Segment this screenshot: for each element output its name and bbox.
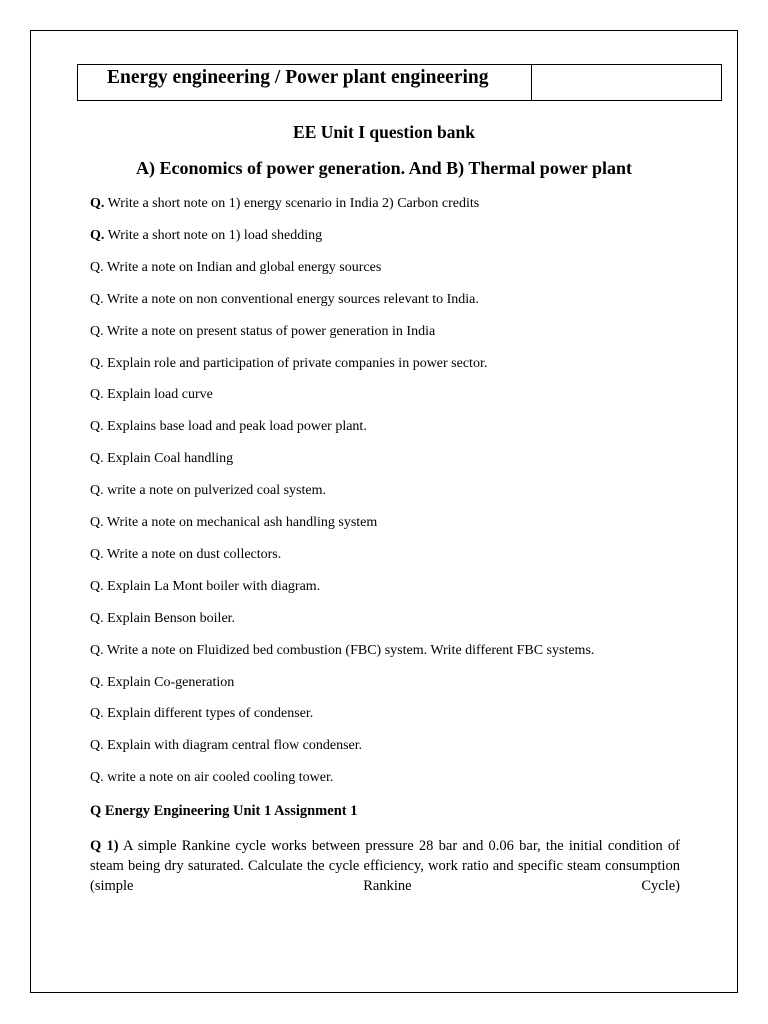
header-table xyxy=(77,64,722,101)
question-text: Write a note on present status of power generation in India xyxy=(103,324,436,339)
question-item xyxy=(90,483,326,499)
question-text: write a note on air cooled cooling tower. xyxy=(103,770,334,785)
question-prefix: Q. xyxy=(90,547,104,562)
question-item xyxy=(90,675,234,691)
question-text: Explain Benson boiler. xyxy=(103,611,236,626)
question-prefix: Q. xyxy=(90,356,104,371)
question-prefix: Q. xyxy=(90,451,104,466)
question-prefix: Q. xyxy=(90,260,104,275)
question-item xyxy=(90,770,333,786)
question-text: Explain La Mont boiler with diagram. xyxy=(103,579,321,594)
question-text: Explain Co-generation xyxy=(103,675,235,690)
question-item xyxy=(90,515,377,531)
question-prefix: Q. xyxy=(90,770,104,785)
question-prefix: Q. xyxy=(90,292,104,307)
problem-label: Q 1) xyxy=(90,838,119,854)
question-prefix: Q. xyxy=(90,324,104,339)
question-prefix: Q. xyxy=(90,483,104,498)
question-text: Write a note on non conventional energy sources relevant to India. xyxy=(103,292,479,307)
question-text: Write a note on mechanical ash handling system xyxy=(103,515,378,530)
question-text: write a note on pulverized coal system. xyxy=(103,483,326,498)
question-text: Write a short note on 1) energy scenario in India 2) Carbon credits xyxy=(104,196,480,211)
question-text: Write a note on dust collectors. xyxy=(103,547,282,562)
question-item xyxy=(90,643,594,659)
question-text: Write a short note on 1) load shedding xyxy=(104,228,323,243)
question-item xyxy=(90,706,313,722)
question-item xyxy=(90,196,479,212)
question-item xyxy=(90,738,362,754)
question-text: Explain with diagram central flow condenser. xyxy=(103,738,363,753)
header-empty-cell xyxy=(532,65,721,100)
question-prefix: Q. xyxy=(90,643,104,658)
question-prefix: Q. xyxy=(90,675,104,690)
question-item xyxy=(90,547,281,563)
question-prefix: Q. xyxy=(90,579,104,594)
assignment-heading: Q Energy Engineering Unit 1 Assignment 1 xyxy=(90,803,358,819)
question-text: Explain load curve xyxy=(103,387,213,402)
question-item xyxy=(90,419,367,435)
question-text: Write a note on Indian and global energy sources xyxy=(103,260,382,275)
assignment-problem xyxy=(90,836,680,896)
question-text: Explain different types of condenser. xyxy=(103,706,314,721)
document-subtitle: A) Economics of power generation. And B) Thermal power plant xyxy=(135,158,632,178)
question-prefix: Q. xyxy=(90,706,104,721)
question-prefix: Q. xyxy=(90,387,104,402)
question-text: Explains base load and peak load power plant. xyxy=(103,419,367,434)
document-title: EE Unit I question bank xyxy=(293,122,475,142)
question-prefix: Q. xyxy=(90,515,104,530)
question-item xyxy=(90,260,381,276)
question-item xyxy=(90,387,213,403)
question-item xyxy=(90,324,435,340)
question-item xyxy=(90,451,233,467)
question-prefix: Q. xyxy=(90,228,105,243)
question-prefix: Q. xyxy=(90,196,105,211)
question-item xyxy=(90,356,487,372)
question-item xyxy=(90,579,320,595)
question-item xyxy=(90,611,235,627)
problem-text: A simple Rankine cycle works between pressure 28 bar and 0.06 bar, the initial condition of steam being dry saturated. Calculate the cycle efficiency, work ratio and specific steam consumption (simple Rankine Cycle) xyxy=(90,838,680,894)
question-item xyxy=(90,228,322,244)
question-text: Explain Coal handling xyxy=(103,451,234,466)
header-title: Energy engineering / Power plant engineering xyxy=(78,65,532,100)
question-text: Explain role and participation of private companies in power sector. xyxy=(103,356,488,371)
question-prefix: Q. xyxy=(90,611,104,626)
question-text: Write a note on Fluidized bed combustion (FBC) system. Write different FBC systems. xyxy=(103,643,595,658)
question-item xyxy=(90,292,479,308)
question-prefix: Q. xyxy=(90,738,104,753)
question-prefix: Q. xyxy=(90,419,104,434)
